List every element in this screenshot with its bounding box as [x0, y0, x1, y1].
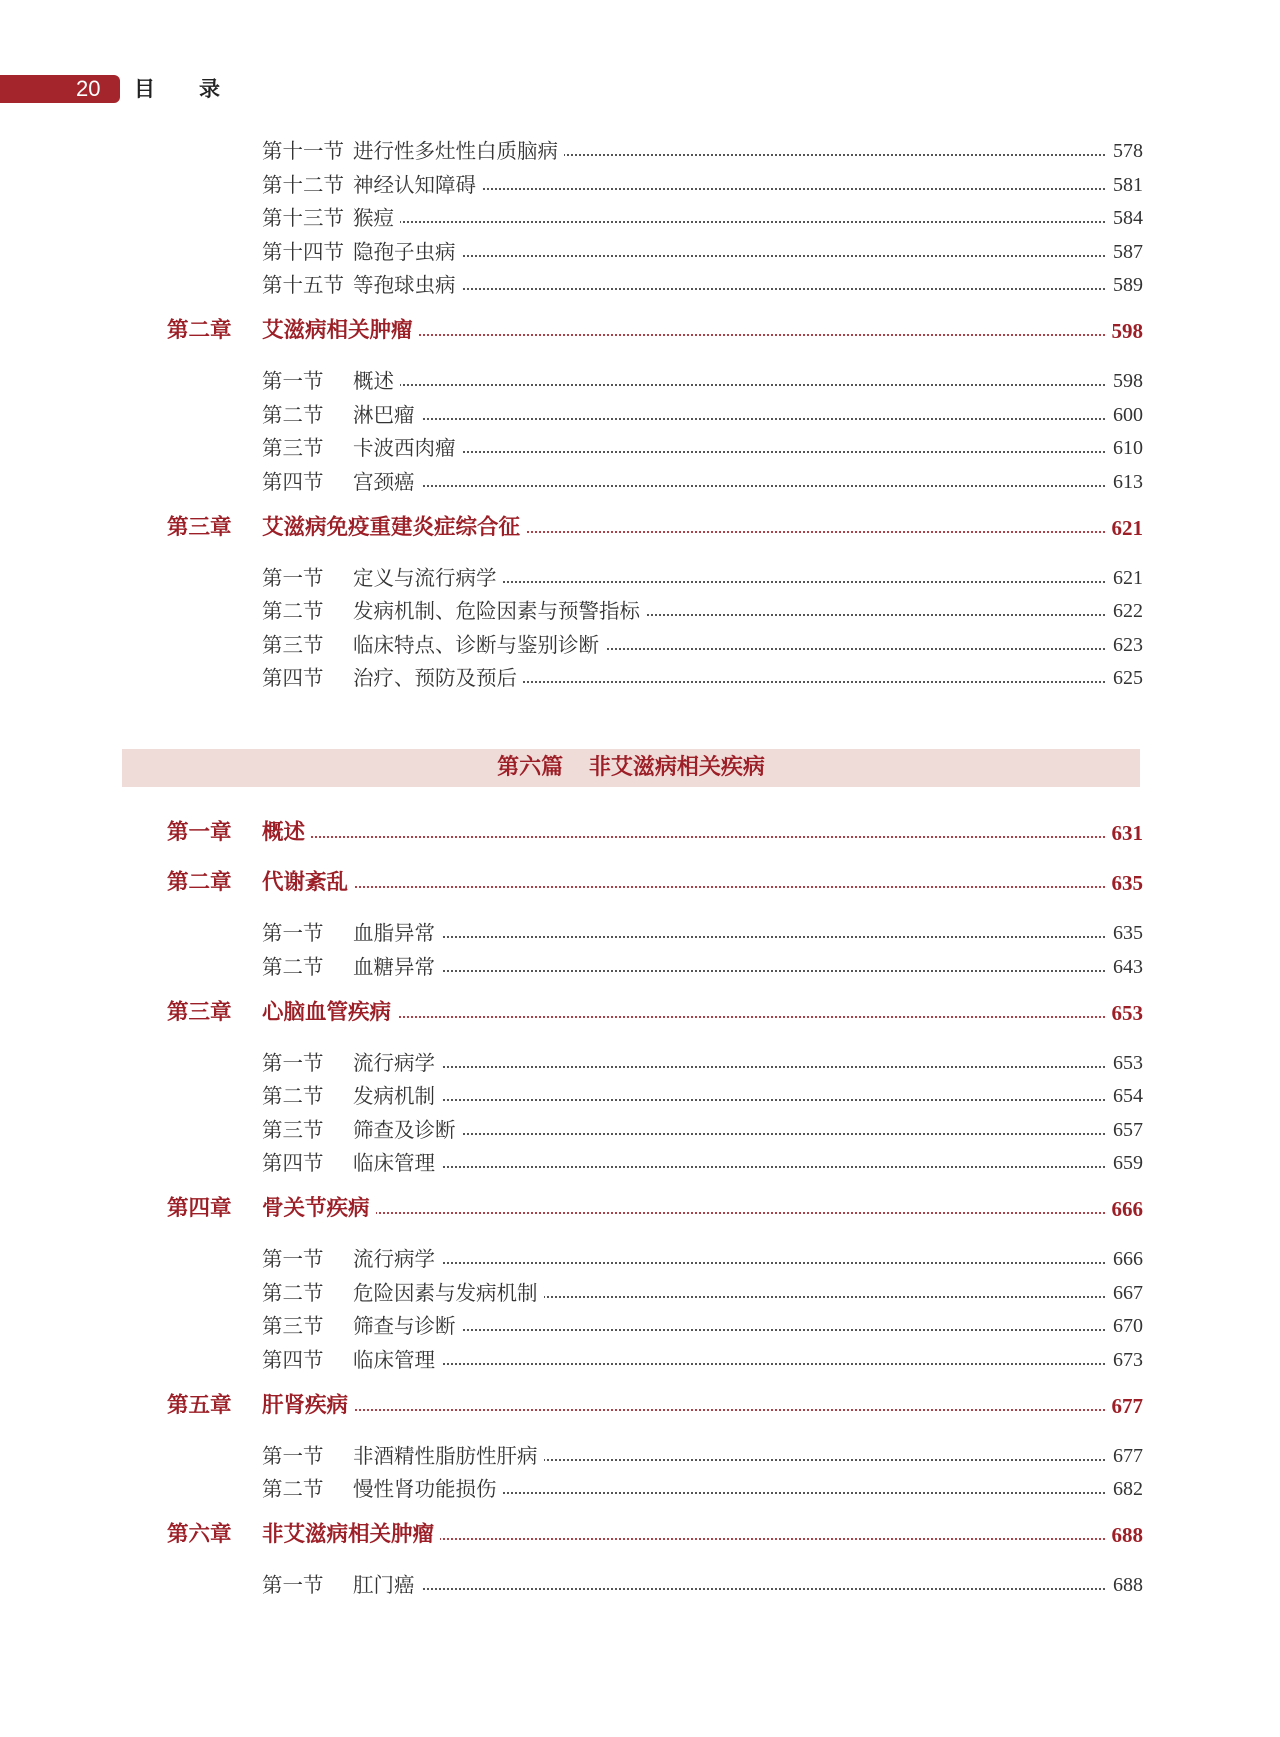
toc-chapter-entry[interactable]: [0, 866, 1280, 900]
part-title: 第六篇 非艾滋病相关疾病: [497, 755, 765, 780]
toc-page-number: 625: [1107, 663, 1143, 693]
toc-entry-title: 骨关节疾病: [262, 1192, 376, 1226]
toc-entry-number: 第二节: [262, 599, 324, 623]
toc-entry-number: 第一节: [262, 921, 324, 945]
dot-leader: [360, 1329, 1137, 1331]
toc-page-number: 682: [1107, 1474, 1143, 1504]
toc-section-entry[interactable]: [0, 663, 1280, 693]
toc-entry-title: 隐孢子虫病: [353, 237, 462, 267]
dot-leader: [360, 1066, 1137, 1068]
toc-entry-number: 第十四节: [262, 239, 344, 264]
toc-page-number: 653: [1106, 996, 1144, 1030]
dot-leader: [360, 1262, 1137, 1264]
toc-page-number: 621: [1107, 563, 1143, 593]
toc-page-number: 587: [1107, 237, 1143, 267]
toc-entry-title: 流行病学: [353, 1244, 441, 1274]
toc-page-number: 666: [1107, 1244, 1143, 1274]
toc-page-number: 622: [1107, 596, 1143, 626]
toc-section-entry[interactable]: [0, 433, 1280, 463]
toc-entry-number: 第一节: [262, 1443, 324, 1468]
dot-leader: [360, 221, 1137, 223]
toc-page-number: 673: [1107, 1345, 1143, 1375]
toc-page-number: 635: [1106, 866, 1144, 900]
toc-page-number: 653: [1107, 1048, 1143, 1078]
toc-entry-number: 第一节: [262, 1573, 324, 1597]
toc-entry-title: 宫颈癌: [353, 467, 421, 497]
toc-section-entry[interactable]: [0, 170, 1280, 200]
toc-entry-number: 第十一节: [262, 139, 344, 163]
toc-entry-number: 第一节: [262, 1247, 324, 1271]
toc-chapter-entry[interactable]: [0, 1192, 1280, 1226]
toc-entry-title: 进行性多灶性白质脑病: [353, 136, 564, 166]
toc-entry-title: 神经认知障碍: [353, 170, 482, 200]
toc-entry-number: 第三节: [262, 436, 324, 460]
dot-leader: [270, 886, 1137, 888]
toc-entry-title: 治疗、预防及预后: [353, 663, 523, 693]
toc-entry-number: 第五章: [167, 1392, 232, 1418]
dot-leader: [360, 936, 1137, 938]
toc-section-entry[interactable]: [0, 366, 1280, 396]
toc-section-entry[interactable]: [0, 630, 1280, 660]
dot-leader: [270, 1212, 1137, 1214]
toc-page-number: 610: [1107, 433, 1143, 463]
dot-leader: [360, 970, 1137, 972]
toc-entry-number: 第一节: [262, 1050, 324, 1075]
dot-leader: [360, 418, 1137, 420]
toc-entry-number: 第六章: [167, 1522, 232, 1547]
toc-entry-number: 第十三节: [262, 206, 344, 230]
toc-page-number: 581: [1107, 170, 1143, 200]
toc-entry-title: 血糖异常: [353, 952, 441, 982]
toc-entry-number: 第二节: [262, 402, 324, 427]
toc-entry-title: 非酒精性脂肪性肝病: [353, 1441, 544, 1471]
toc-entry-number: 第二节: [262, 1280, 324, 1305]
toc-page-number: 657: [1107, 1115, 1143, 1145]
toc-chapter-entry[interactable]: [0, 1389, 1280, 1423]
dot-leader: [360, 485, 1137, 487]
toc-section-entry[interactable]: [0, 1278, 1280, 1308]
toc-section-entry[interactable]: [0, 1345, 1280, 1375]
toc-entry-number: 第一章: [167, 820, 232, 845]
toc-entry-title: 定义与流行病学: [353, 563, 503, 593]
toc-page-number: 666: [1106, 1192, 1144, 1226]
dot-leader: [360, 255, 1137, 257]
dot-leader: [360, 1166, 1137, 1168]
toc-section-entry[interactable]: [0, 1570, 1280, 1600]
toc-page-number: 635: [1107, 918, 1143, 948]
dot-leader: [360, 1588, 1137, 1590]
toc-entry-title: 发病机制、危险因素与预警指标: [353, 596, 646, 626]
toc-entry-title: 危险因素与发病机制: [353, 1278, 544, 1308]
toc-page-number: 670: [1107, 1311, 1143, 1341]
toc-section-entry[interactable]: [0, 1115, 1280, 1145]
toc-section-entry[interactable]: [0, 1311, 1280, 1341]
toc-entry-title: 流行病学: [353, 1048, 441, 1078]
toc-entry-title: 概述: [262, 816, 311, 850]
toc-page-number: 654: [1107, 1081, 1143, 1111]
toc-section-entry[interactable]: [0, 136, 1280, 166]
toc-page-number: 621: [1106, 511, 1144, 545]
toc-page-number: 598: [1107, 366, 1143, 396]
toc-section-entry[interactable]: [0, 563, 1280, 593]
toc-entry-title: 慢性肾功能损伤: [353, 1474, 503, 1504]
toc-page-number: 631: [1106, 816, 1144, 850]
toc-chapter-entry[interactable]: [0, 314, 1280, 348]
dot-leader: [270, 1409, 1137, 1411]
toc-entry-number: 第三节: [262, 1117, 324, 1142]
toc-chapter-entry[interactable]: [0, 816, 1280, 850]
toc-entry-number: 第四节: [262, 469, 324, 494]
toc-page-number: 600: [1107, 400, 1143, 430]
toc-section-entry[interactable]: [0, 952, 1280, 982]
toc-entry-title: 肛门癌: [353, 1570, 421, 1600]
toc-entry-number: 第一节: [262, 369, 324, 393]
toc-entry-number: 第二节: [262, 1084, 324, 1108]
toc-page-number: 643: [1107, 952, 1143, 982]
toc-section-entry[interactable]: [0, 237, 1280, 267]
page-number: 20: [76, 76, 101, 101]
toc-entry-number: 第四节: [262, 1151, 324, 1175]
toc-entry-title: 概述: [353, 366, 400, 396]
toc-entry-title: 非艾滋病相关肿瘤: [262, 1518, 440, 1552]
toc-page-number: 578: [1107, 136, 1143, 166]
dot-leader: [360, 451, 1137, 453]
dot-leader: [360, 1133, 1137, 1135]
toc-section-entry[interactable]: [0, 596, 1280, 626]
toc-entry-title: 临床特点、诊断与鉴别诊断: [353, 630, 605, 660]
toc-entry-number: 第十五节: [262, 273, 344, 297]
toc-section-entry[interactable]: [0, 1048, 1280, 1078]
toc-page-number: 598: [1106, 314, 1144, 348]
toc-entry-title: 血脂异常: [353, 918, 441, 948]
toc-page-number: 659: [1107, 1148, 1143, 1178]
toc-entry-title: 猴痘: [353, 203, 400, 233]
running-title: 目录: [134, 77, 264, 101]
toc-page-number: 677: [1107, 1441, 1143, 1471]
toc-entry-number: 第四节: [262, 666, 324, 690]
toc-entry-title: 筛查及诊断: [353, 1115, 462, 1145]
dot-leader: [270, 1016, 1137, 1018]
toc-entry-title: 等孢球虫病: [353, 270, 462, 300]
toc-entry-number: 第四章: [167, 1196, 232, 1221]
toc-chapter-entry[interactable]: [0, 996, 1280, 1030]
toc-entry-number: 第二章: [167, 870, 232, 895]
toc-entry-number: 第三章: [167, 999, 232, 1025]
dot-leader: [360, 384, 1137, 386]
toc-section-entry[interactable]: [0, 1081, 1280, 1111]
toc-section-entry[interactable]: [0, 270, 1280, 300]
toc-entry-number: 第三章: [167, 514, 232, 540]
toc-entry-title: 发病机制: [353, 1081, 441, 1111]
toc-page-number: 667: [1107, 1278, 1143, 1308]
toc-page-number: 623: [1107, 630, 1143, 660]
toc-entry-title: 心脑血管疾病: [262, 996, 397, 1030]
toc-section-entry[interactable]: [0, 1474, 1280, 1504]
dot-leader: [270, 836, 1137, 838]
toc-page-number: 589: [1107, 270, 1143, 300]
dot-leader: [360, 1363, 1137, 1365]
toc-entry-number: 第一节: [262, 565, 324, 590]
toc-section-entry[interactable]: [0, 1148, 1280, 1178]
toc-page-number: 688: [1107, 1570, 1143, 1600]
toc-entry-title: 淋巴瘤: [353, 400, 421, 430]
toc-entry-number: 第四节: [262, 1347, 324, 1372]
toc-entry-title: 艾滋病免疫重建炎症综合征: [262, 511, 526, 545]
toc-page-number: 688: [1106, 1518, 1144, 1552]
dot-leader: [360, 1099, 1137, 1101]
toc-section-entry[interactable]: [0, 1441, 1280, 1471]
toc-entry-title: 艾滋病相关肿瘤: [262, 314, 419, 348]
toc-section-entry[interactable]: [0, 467, 1280, 497]
toc-chapter-entry[interactable]: [0, 1518, 1280, 1552]
toc-entry-number: 第二节: [262, 1477, 324, 1501]
toc-entry-number: 第十二节: [262, 172, 344, 197]
toc-chapter-entry[interactable]: [0, 511, 1280, 545]
toc-section-entry[interactable]: [0, 203, 1280, 233]
toc-page-number: 613: [1107, 467, 1143, 497]
toc-section-entry[interactable]: [0, 918, 1280, 948]
toc-page-number: 584: [1107, 203, 1143, 233]
toc-entry-title: 卡波西肉瘤: [353, 433, 462, 463]
toc-entry-number: 第三节: [262, 1314, 324, 1338]
toc-entry-title: 筛查与诊断: [353, 1311, 462, 1341]
toc-entry-number: 第三节: [262, 632, 324, 657]
toc-entry-title: 临床管理: [353, 1345, 441, 1375]
toc-page-number: 677: [1106, 1389, 1144, 1423]
toc-entry-number: 第二节: [262, 954, 324, 979]
toc-entry-number: 第二章: [167, 318, 232, 343]
toc-entry-title: 临床管理: [353, 1148, 441, 1178]
toc-section-entry[interactable]: [0, 1244, 1280, 1274]
toc-entry-title: 肝肾疾病: [262, 1389, 354, 1423]
toc-section-entry[interactable]: [0, 400, 1280, 430]
toc-entry-title: 代谢紊乱: [262, 866, 354, 900]
dot-leader: [360, 288, 1137, 290]
